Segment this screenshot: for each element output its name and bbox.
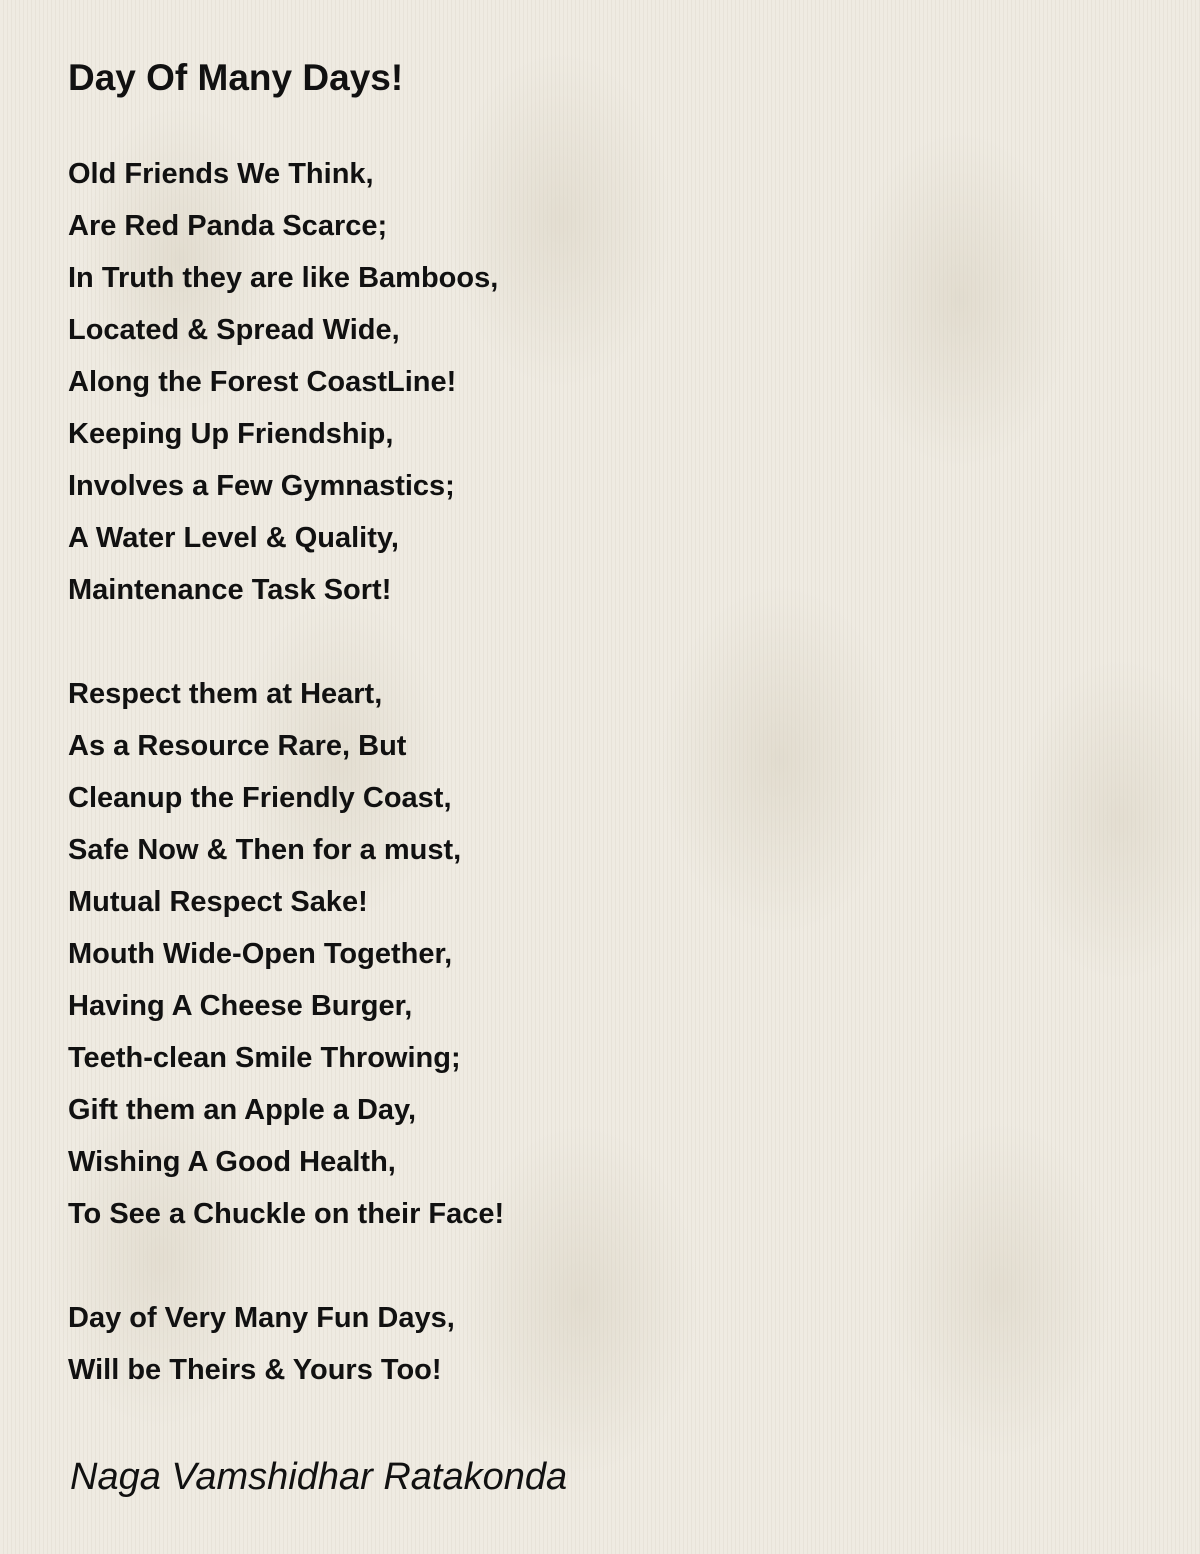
poem-line: Will be Theirs & Yours Too! (68, 1354, 442, 1386)
poem-line: Gift them an Apple a Day, (68, 1094, 417, 1126)
poem-line: Along the Forest CoastLine! (68, 366, 457, 398)
poem-body (68, 148, 504, 1396)
poem-author: Naga Vamshidhar Ratakonda (70, 1456, 568, 1498)
poem-line: As a Resource Rare, But (68, 730, 407, 762)
poem-line: Day of Very Many Fun Days, (68, 1302, 455, 1334)
poem-title: Day Of Many Days! (68, 57, 404, 98)
poem-line: Respect them at Heart, (68, 678, 383, 710)
stanza-1 (68, 148, 504, 616)
poem-line: In Truth they are like Bamboos, (68, 262, 499, 294)
poem-line: Are Red Panda Scarce; (68, 210, 388, 242)
stanza-2 (68, 668, 504, 1240)
poem-line: Located & Spread Wide, (68, 314, 400, 346)
poem-line: Keeping Up Friendship, (68, 418, 394, 450)
poem-line: Safe Now & Then for a must, (68, 834, 462, 866)
poem-line: Cleanup the Friendly Coast, (68, 782, 452, 814)
poem-line: To See a Chuckle on their Face! (68, 1198, 505, 1230)
poem-line: Mouth Wide-Open Together, (68, 938, 453, 970)
stanza-3 (68, 1292, 504, 1396)
poem-line: Teeth-clean Smile Throwing; (68, 1042, 461, 1074)
poem-line: A Water Level & Quality, (68, 522, 399, 554)
poem-line: Involves a Few Gymnastics; (68, 470, 455, 502)
poem-line: Maintenance Task Sort! (68, 574, 392, 606)
poem-line: Old Friends We Think, (68, 158, 374, 190)
poem-line: Wishing A Good Health, (68, 1146, 396, 1178)
poem-line: Having A Cheese Burger, (68, 990, 413, 1022)
poem-line: Mutual Respect Sake! (68, 886, 368, 918)
